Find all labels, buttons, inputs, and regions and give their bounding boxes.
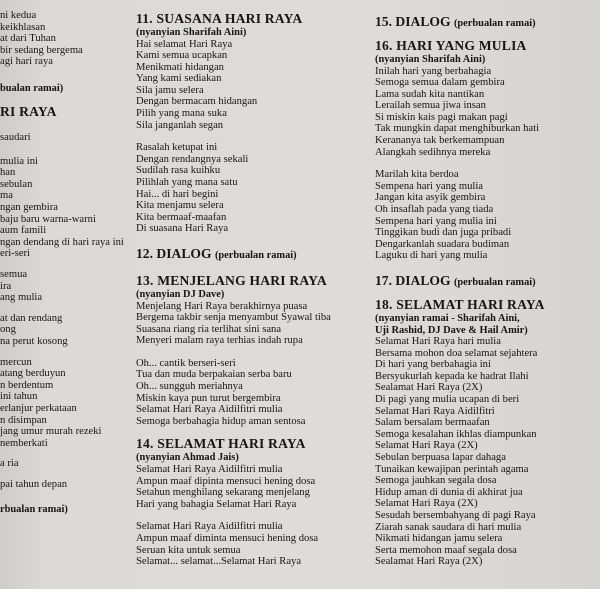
song-title: 16. HARI YANG MULIA [375,38,527,53]
lyric-line: Nikmati hidangan jamu selera [375,533,503,545]
lyric-line: Suasana riang ria terlihat sini sana [136,323,282,335]
lyric-line: Selamat Hari Raya Aidilfitri mulia [136,463,283,475]
song-verse [136,464,368,510]
lyric-line: ngan gembira [0,202,58,214]
lyric-line: Sesudah bersembahyang di pagi Raya [375,509,536,521]
lyric-line: Di suasana Hari Raya [136,223,229,235]
lyric-line: Di hari yang berbahagia ini [375,359,491,371]
dialog-note: (perbualan ramai) [453,277,536,288]
lyric-line: Inilah hari yang berbahagia [375,65,492,77]
lyric-line: Setahun menghilang sekarang menjelang [136,487,310,499]
lyric-line: Dengan rendangnya sekali [136,153,249,165]
song-verse [136,39,368,132]
song-singer: (nyanyian Sharifah Aini) [136,27,247,38]
lyric-line: Ampun maaf diminta mensuci hening dosa [136,532,319,544]
song-singer: (nyanyian Ahmad Jais) [136,452,239,464]
lyric-line: Sempena hari yang mulia ini [375,215,497,227]
dialog-note: (perbualan ramai) [453,18,536,29]
lyric-line: Kerananya tak berkemampuan [375,135,505,147]
lyric-line: Sempena hari yang mulia [375,180,483,192]
lyric-line: ini tahun [0,391,38,403]
middle-column [136,11,368,568]
lyric-line: Tua dan muda berpakaian serba baru [136,369,292,381]
lyric-line: pai tahun depan [0,478,68,490]
lyric-line: Bersama mohon doa selamat sejahtera [375,347,538,359]
lyric-line: Semoga jauhkan segala dosa [375,475,497,487]
song-singer: (nyanyian ramai - Sharifah Aini, [375,313,520,324]
song-singer: (nyanyian Sharifah Aini) [375,54,486,65]
song-title: 18. SELAMAT HARI RAYA [375,297,545,312]
lyric-line: atang berduyun [0,368,66,380]
lyric-line: Sila janganlah segan [136,119,224,131]
lyric-line: Marilah kita berdoa [375,169,459,181]
lyric-line: ma [0,190,13,202]
lyric-line: agi hari raya [0,56,53,68]
lyric-line: n disimpan [0,414,47,426]
lyric-line: Sila jamu selera [136,84,204,96]
lyric-line: n berdentum [0,379,54,391]
dialog-heading [375,273,600,291]
dialog-heading [375,14,600,32]
lyric-line: mercun [0,356,32,368]
lyric-line: Sebulan berpuasa lapar dahaga [375,451,506,463]
lyric-line: Kami semua ucapkan [136,50,228,62]
lyric-line: Menjelang Hari Raya berakhirnya puasa [136,300,308,312]
song-singer: Uji Rashid, DJ Dave & Hail Amir) [375,324,528,336]
right-column [375,14,600,568]
lyric-line: han [0,167,16,179]
lyric-line: Hidup aman di dunia di akhirat jua [375,486,523,498]
lyric-line: Tak mungkin dapat menghiburkan hati [375,123,540,135]
song-verse [136,301,368,347]
lyric-line: Hai selamat Hari Raya [136,38,233,50]
lyric-line: Oh... sungguh meriahnya [136,381,243,393]
lyric-line: mulia ini [0,155,38,167]
lyric-line: Selamat Hari Raya (2X) [375,440,478,452]
lyric-line: Selamat Hari Raya Aidilfitri mulia [136,404,283,416]
lyric-line: Tinggikan budi dan juga pribadi [375,227,512,239]
dialog-heading [136,246,368,264]
lyric-line: Oh insaflah pada yang tiada [375,204,494,216]
lyric-line: Pilihlah yang mana satu [136,177,238,189]
col1-block-c [0,269,126,304]
lyric-line: semua [0,269,28,280]
lyric-line [0,144,126,156]
lyric-line: Kita bermaaf-maafan [136,211,227,223]
title-fragment: RI RAYA [0,104,57,120]
lyric-line: Dengarkanlah suadara budiman [375,238,510,250]
lyric-line: Yang kami sediakan [136,73,222,85]
song-verse [375,336,600,568]
lyric-line: Semoga berbahagia hidup aman sentosa [136,415,306,427]
lyric-line: Lerailah semua jiwa insan [375,100,486,112]
lyric-line: ni kedua [0,10,37,21]
song-verse [136,142,368,235]
lyric-line: Ampun maaf dipinta mensuci hening dosa [136,475,316,487]
lyric-line: Dengan bermacam hidangan [136,96,258,108]
dialog-note: (perbualan ramai) [214,250,297,261]
lyric-line: at dari Tuhan [0,33,56,45]
lyric-line: aum famili [0,225,47,237]
lyric-line: Di pagi yang mulia ucapan di beri [375,393,520,405]
lyric-line: bir sedang bergema [0,44,83,56]
lyric-line: ong [0,324,16,336]
lyric-line: baju baru warna-warni [0,213,96,225]
col1-block-a [0,10,126,68]
song-title: 13. MENJELANG HARI RAYA [136,273,327,288]
song-singer: (nyanyian DJ Dave) [136,289,225,300]
lyric-line: ngan dendang di hari raya ini [0,236,124,248]
song-title: 11. SUASANA HARI RAYA [136,11,303,26]
lyric-line: Miskin kaya pun turut bergembira [136,392,281,404]
lyric-line: Pilih yang mana suka [136,108,227,120]
lyric-line: Hai... di hari begini [136,188,219,200]
col1-block-g [0,479,126,491]
col1-block-f [0,458,126,470]
lyric-line: na perut kosong [0,335,68,347]
lyric-line: Jangan kita asyik gembira [375,192,486,204]
lyric-line: Selamat Hari Raya hari mulia [375,336,501,347]
lyric-line: Seruan kita untuk semua [136,544,241,556]
lyric-line: Semoga kesalahan ikhlas diampunkan [375,428,537,440]
song-verse [136,358,368,428]
dialog-label: 17. DIALOG [375,273,451,288]
lyric-line: jang umur murah rezeki [0,426,102,438]
lyric-line: Sealamat Hari Raya (2X) [375,556,483,568]
lyric-line: Bersyukurlah kepada ke hadrat Ilahi [375,370,529,382]
song-title: 14. SELAMAT HARI RAYA [136,436,306,452]
lyric-line: ira [0,280,12,292]
song-verse [136,521,368,567]
col1-block-d [0,313,126,348]
lyric-line: Sealamat Hari Raya (2X) [375,382,483,394]
lyric-line: Sudilah rasa kuihku [136,165,221,177]
song-verse [375,66,600,159]
lyric-line: Bergema takbir senja menyambut Syawal tiba [136,312,331,324]
lyric-line: Serta memohon maaf segala dosa [375,544,517,556]
lyric-line: Lama sudah kita nantikan [375,88,485,100]
lyric-line: keikhlasan [0,21,46,33]
lyric-line: Alangkah sedihnya mereka [375,146,491,158]
lyric-line: ang mulia [0,292,43,304]
lyric-line: Selamat Hari Raya Aidilfitri mulia [136,521,283,533]
lyric-line: saudari [0,132,31,144]
lyric-line: Laguku di hari yang mulia [375,250,488,262]
dialog-fragment: bualan ramai) [0,82,64,94]
lyric-line: eri-seri [0,248,30,260]
lyric-line: Kita menjamu selera [136,200,224,212]
left-column-cropped [0,10,126,515]
dialog-fragment-2: rbualan ramai) [0,503,68,515]
dialog-label: 15. DIALOG [375,14,451,29]
lyric-line: Salam bersalam bermaafan [375,417,490,429]
lyric-line: Tunaikan kewajipan perintah agama [375,463,529,475]
song-verse [375,169,600,262]
lyric-line: Selamat Hari Raya (2X) [375,498,478,510]
lyric-line: Semoga semua dalam gembira [375,77,505,89]
lyric-line: Oh... cantik berseri-seri [136,357,236,369]
lyric-line: nemberkati [0,437,48,449]
dialog-label: 12. DIALOG [136,246,212,261]
lyric-line: Hari yang bahagia Selamat Hari Raya [136,498,297,510]
lyric-line: sebulan [0,178,33,190]
lyric-line: Menikmati hidangan [136,61,224,73]
col1-block-b [0,132,126,260]
lyric-line: Si miskin kais pagi makan pagi [375,111,508,123]
lyric-line: at dan rendang [0,312,63,324]
lyric-line: Menyeri malam raya terhias indah rupa [136,335,303,347]
lyric-line: Selamat Hari Raya Aidilfitri [375,405,495,417]
lyric-line: a ria [0,458,19,470]
lyric-line: erlanjur perkataan [0,402,77,414]
col1-block-e [0,357,126,450]
lyric-line: Selamat... selamat...Selamat Hari Raya [136,556,302,568]
lyric-line: Rasalah ketupat ini [136,142,218,154]
lyric-line: Ziarah sanak saudara di hari mulia [375,521,522,533]
